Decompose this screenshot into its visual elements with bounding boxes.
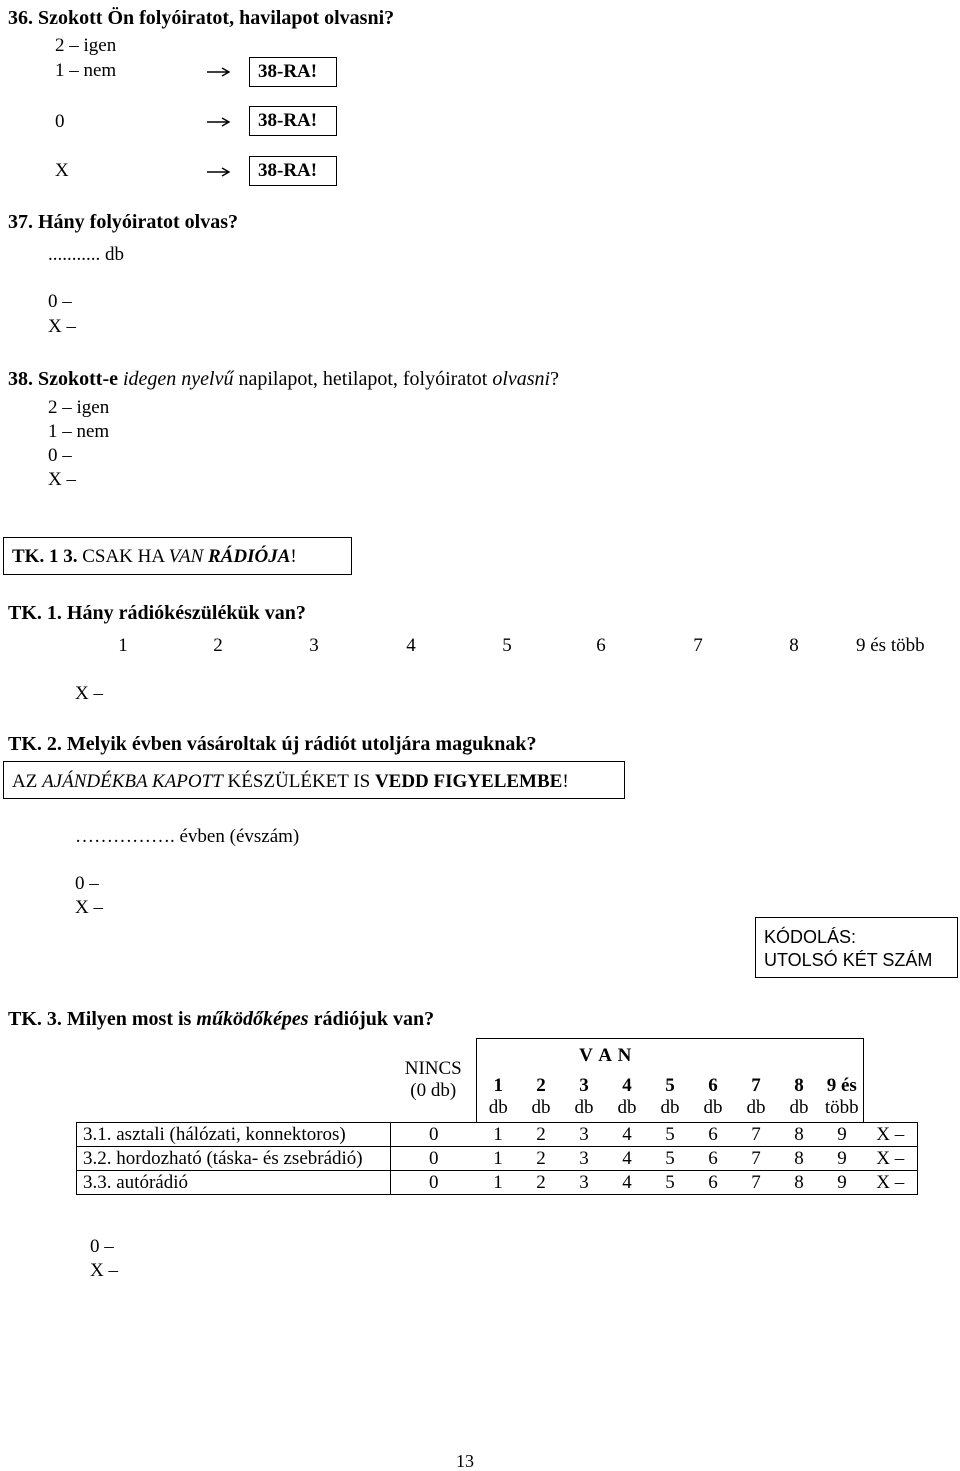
tk2-option-x[interactable]: X – [75, 897, 103, 918]
table-row [77, 1147, 918, 1171]
cell-6[interactable]: 6 [692, 1171, 735, 1195]
cell-6[interactable]: 6 [692, 1123, 735, 1147]
tk1-scale-6[interactable]: 6 [596, 635, 606, 656]
cell-1[interactable]: 1 [477, 1147, 520, 1171]
table-row [77, 1123, 918, 1147]
cell-0[interactable]: 0 [391, 1171, 477, 1195]
cell-4[interactable]: 4 [606, 1123, 649, 1147]
col-header-8: 8 db [789, 1075, 809, 1119]
cell-9[interactable]: 9 [821, 1123, 864, 1147]
q37-option-0[interactable]: 0 – [48, 291, 72, 312]
q38-option-x[interactable]: X – [48, 469, 76, 490]
cell-7[interactable]: 7 [735, 1123, 778, 1147]
tk2-title: TK. 2. Melyik évben vásároltak új rádiót utoljára maguknak? [8, 733, 537, 755]
q36-option-x[interactable]: X [55, 160, 69, 181]
cell-3[interactable]: 3 [563, 1171, 606, 1195]
skip-to-38-box: 38-RA! [249, 156, 337, 186]
col-header-9plus: 9 és több [821, 1073, 864, 1123]
skip-to-38-box: 38-RA! [249, 106, 337, 136]
skip-to-38-box: 38-RA! [249, 57, 337, 87]
cell-0[interactable]: 0 [391, 1123, 477, 1147]
arrow-right-icon [206, 116, 232, 130]
tk1-option-x[interactable]: X – [75, 683, 103, 704]
arrow-right-icon [206, 166, 232, 180]
tk3-title: TK. 3. Milyen most is működőképes rádiójuk van? [8, 1008, 435, 1030]
cell-1[interactable]: 1 [477, 1171, 520, 1195]
cell-5[interactable]: 5 [649, 1147, 692, 1171]
tk1-title: TK. 1. Hány rádiókészülékük van? [8, 602, 306, 624]
page-number: 13 [456, 1451, 474, 1471]
tk2-note-text: AZ AJÁNDÉKBA KAPOTT KÉSZÜLÉKET IS VEDD FIGYELEMBE! [12, 771, 569, 792]
tk2-option-0[interactable]: 0 – [75, 873, 99, 894]
col-header-7: 7 db [746, 1075, 766, 1119]
cell-2[interactable]: 2 [520, 1171, 563, 1195]
tk2-year-field[interactable]: ……………. évben (évszám) [75, 826, 300, 847]
row-label: 3.3. autórádió [77, 1171, 391, 1195]
tk1-scale-2[interactable]: 2 [213, 635, 223, 656]
cell-8[interactable]: 8 [778, 1171, 821, 1195]
arrow-right-icon [206, 66, 232, 80]
col-header-1: 1 db [477, 1073, 520, 1123]
q36-option-igen[interactable]: 2 – igen [55, 35, 117, 56]
col-header-4: 4 db [617, 1075, 637, 1119]
q38-option-0[interactable]: 0 – [48, 445, 72, 466]
cell-9[interactable]: 9 [821, 1171, 864, 1195]
col-header-3: 3 db [574, 1075, 594, 1119]
van-header: V A N [477, 1039, 735, 1073]
q38-option-nem[interactable]: 1 – nem [48, 421, 110, 442]
coding-instruction: UTOLSÓ KÉT SZÁM [764, 950, 933, 970]
q37-option-x[interactable]: X – [48, 316, 76, 337]
cell-4[interactable]: 4 [606, 1171, 649, 1195]
cell-6[interactable]: 6 [692, 1147, 735, 1171]
radio-table [76, 1038, 918, 1195]
tk1-scale-9plus[interactable]: 9 és több [856, 635, 925, 656]
cell-3[interactable]: 3 [563, 1123, 606, 1147]
question-37-title: 37. Hány folyóiratot olvas? [8, 211, 238, 233]
tk1-scale-5[interactable]: 5 [502, 635, 512, 656]
radio-filter-text: TK. 1 3. CSAK HA VAN RÁDIÓJA! [12, 546, 297, 567]
cell-3[interactable]: 3 [563, 1147, 606, 1171]
cell-0[interactable]: 0 [391, 1147, 477, 1171]
cell-5[interactable]: 5 [649, 1123, 692, 1147]
tk1-scale-7[interactable]: 7 [693, 635, 703, 656]
coding-label: KÓDOLÁS: [764, 927, 857, 947]
cell-7[interactable]: 7 [735, 1171, 778, 1195]
cell-x[interactable]: X – [864, 1147, 918, 1171]
cell-4[interactable]: 4 [606, 1147, 649, 1171]
cell-5[interactable]: 5 [649, 1171, 692, 1195]
q38-option-igen[interactable]: 2 – igen [48, 397, 110, 418]
nincs-header: NINCS (0 db) [404, 1058, 462, 1102]
tk3-option-x[interactable]: X – [90, 1260, 118, 1281]
col-header-2: 2 db [531, 1075, 551, 1119]
col-header-5: 5 db [660, 1075, 680, 1119]
question-38-title: 38. Szokott-e idegen nyelvű napilapot, hetilapot, folyóiratot olvasni? [8, 368, 559, 390]
tk1-scale-4[interactable]: 4 [406, 635, 416, 656]
tk1-scale-1[interactable]: 1 [118, 635, 128, 656]
cell-1[interactable]: 1 [477, 1123, 520, 1147]
table-row [77, 1171, 918, 1195]
cell-8[interactable]: 8 [778, 1147, 821, 1171]
row-label: 3.1. asztali (hálózati, konnektoros) [77, 1123, 391, 1147]
tk1-scale-8[interactable]: 8 [789, 635, 799, 656]
tk3-option-0[interactable]: 0 – [90, 1236, 114, 1257]
cell-9[interactable]: 9 [821, 1147, 864, 1171]
q36-option-nem[interactable]: 1 – nem [55, 60, 117, 81]
question-36-title: 36. Szokott Ön folyóiratot, havilapot olvasni? [8, 7, 395, 29]
cell-x[interactable]: X – [864, 1123, 918, 1147]
q37-answer-field[interactable]: ........... db [48, 244, 124, 265]
row-label: 3.2. hordozható (táska- és zsebrádió) [77, 1147, 391, 1171]
cell-2[interactable]: 2 [520, 1147, 563, 1171]
col-header-6: 6 db [703, 1075, 723, 1119]
cell-8[interactable]: 8 [778, 1123, 821, 1147]
cell-2[interactable]: 2 [520, 1123, 563, 1147]
q36-option-0[interactable]: 0 [55, 111, 65, 132]
cell-x[interactable]: X – [864, 1171, 918, 1195]
cell-7[interactable]: 7 [735, 1147, 778, 1171]
tk1-scale-3[interactable]: 3 [309, 635, 319, 656]
